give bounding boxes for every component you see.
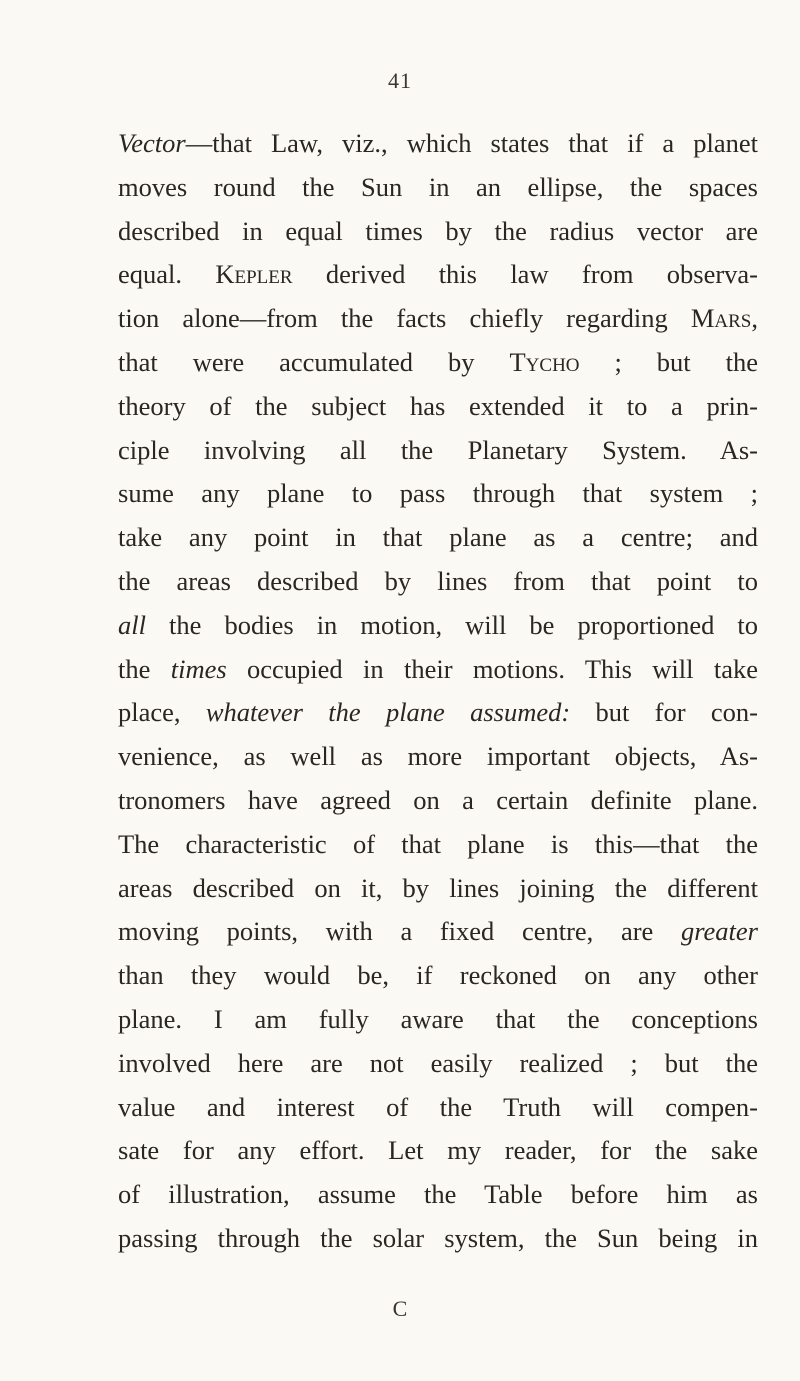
text-line: tronomers have agreed on a certain definite plane. xyxy=(118,784,758,815)
small-caps-name: Mars xyxy=(690,303,752,334)
emphasis: times xyxy=(170,653,227,684)
text-line: the times occupied in their motions. This will take xyxy=(118,653,759,684)
text-line: described in equal times by the radius vector are xyxy=(118,215,758,246)
emphasis: Vector xyxy=(118,128,186,158)
small-caps-name: Tycho xyxy=(509,346,580,377)
text-line: The characteristic of that plane is this—that the xyxy=(118,828,758,859)
text-line: equal. Kepler derived this law from observa- xyxy=(118,259,759,290)
text-line: that were accumulated by Tycho ; but the xyxy=(118,346,759,377)
text-line: plane. I am fully aware that the conceptions xyxy=(118,1003,758,1034)
emphasis: all xyxy=(118,609,146,640)
text-line: sate for any effort. Let my reader, for the sake xyxy=(118,1135,758,1166)
small-caps-name: Kepler xyxy=(215,259,293,290)
text-line: value and interest of the Truth will compen- xyxy=(118,1091,758,1122)
text-line: tion alone—from the facts chiefly regarding Mars, xyxy=(118,303,758,334)
text-line: Vector—that Law, viz., which states that if a planet xyxy=(118,128,758,158)
text-line: involved here are not easily realized ; but the xyxy=(118,1047,758,1078)
signature-mark: C xyxy=(392,1296,408,1321)
text-line: than they would be, if reckoned on any other xyxy=(118,960,758,991)
text-line: the areas described by lines from that point to xyxy=(118,565,758,596)
text-line: passing through the solar system, the Sun being in xyxy=(118,1222,758,1253)
text-line: sume any plane to pass through that system ; xyxy=(118,478,758,509)
body-text xyxy=(118,122,758,1261)
text-line: moves round the Sun in an ellipse, the spaces xyxy=(118,171,758,202)
emphasis: whatever the plane assumed: xyxy=(205,697,571,728)
text-line: take any point in that plane as a centre; and xyxy=(118,522,758,553)
text-line: areas described on it, by lines joining the different xyxy=(118,872,758,903)
text-line: place, whatever the plane assumed: but for con- xyxy=(118,697,758,728)
text-line: all the bodies in motion, will be proportioned to xyxy=(118,609,758,640)
text-line: theory of the subject has extended it to a prin- xyxy=(118,390,758,421)
emphasis: greater xyxy=(680,916,758,947)
text-line: moving points, with a fixed centre, are greater xyxy=(118,916,758,947)
page-number: 41 xyxy=(388,68,412,93)
text-line: of illustration, assume the Table before him as xyxy=(118,1179,758,1210)
text-line: venience, as well as more important objects, As- xyxy=(118,741,758,772)
text-line: ciple involving all the Planetary System. As- xyxy=(118,434,758,465)
